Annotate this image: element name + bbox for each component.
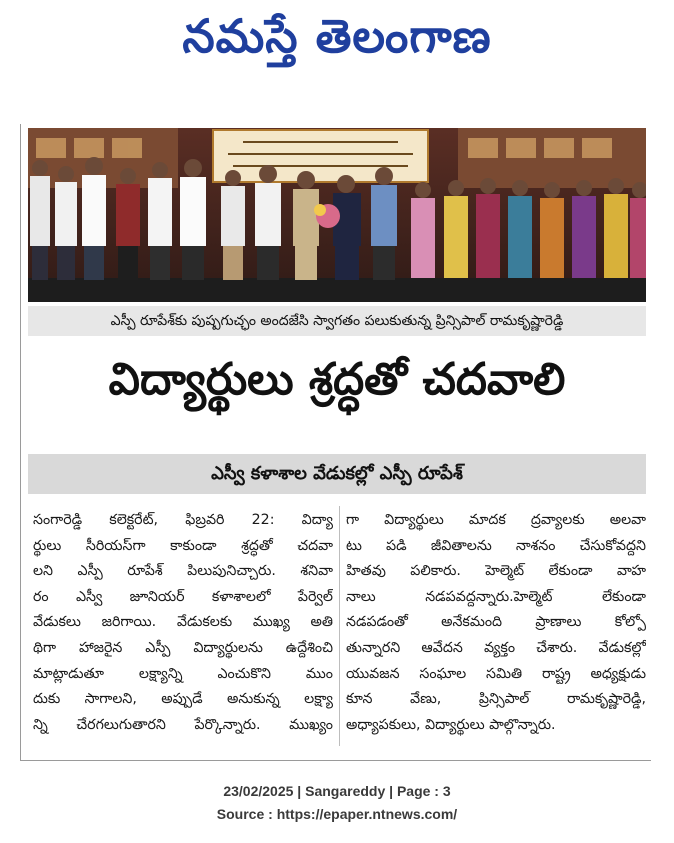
article-line: దుకు సాగాలని, అప్పుడే అనుకున్న లక్ష్యా xyxy=(33,691,333,708)
footer-source: Source : https://epaper.ntnews.com/ xyxy=(216,806,458,822)
article-line: తున్నారని ఆవేదన వ్యక్తం చేశారు. వేడుకల్లో xyxy=(346,639,646,656)
news-photo xyxy=(28,128,646,302)
article-line: గా విద్యార్థులు మాదక ద్రవ్యాలకు అలవా xyxy=(346,512,646,528)
photo-illustration xyxy=(28,128,646,302)
article-headline: విద్యార్థులు శ్రద్ధతో చదవాలి xyxy=(108,354,566,405)
article-line: వేడుకలు జరిగాయి. వేడుకలకు ముఖ్య అతి xyxy=(33,614,333,631)
article-column-right xyxy=(346,508,646,738)
article-line: కూన వేణు, ప్రిన్సిపాల్ రామకృష్ణారెడ్డి, xyxy=(346,691,646,708)
article-line: లని ఎస్పీ రూపేశ్ పిలుపునిచ్చారు. శనివా xyxy=(33,563,333,580)
article-column-left xyxy=(33,508,333,738)
photo-caption: ఎస్పీ రూపేశ్‌కు పుష్పగుచ్ఛం అందజేసి స్వాగతం పలుకుతున్న ప్రిన్సిపాల్ రామకృష్ణారెడ్డి xyxy=(28,306,646,336)
article-line: సంగారెడ్డి కలెక్టరేట్, ఫిబ్రవరి 22: విద్యా xyxy=(33,512,333,528)
article-line: థిగా హాజరైన ఎస్పీ విద్యార్థులను ఉద్దేశించి xyxy=(33,639,333,656)
masthead-logo: నమస్తే తెలంగాణ xyxy=(182,9,492,63)
article-line: ర్థులు సీరియస్‌గా కాకుండా శ్రద్ధతో చదవా xyxy=(33,537,333,554)
article-line: నాలు నడపవద్దన్నారు.హెల్మెట్ లేకుండా xyxy=(346,588,646,605)
article-line: రం ఎస్వీ జూనియర్ కళాశాలలో పేర్వెల్ xyxy=(33,588,333,605)
article-line: న్ని చేరగలుగుతారని పేర్కొన్నారు. ముఖ్యం xyxy=(33,716,333,733)
article-line: యువజన సంఘాల సమితి రాష్ట్ర అధ్యక్షుడు xyxy=(346,665,646,682)
article-line: అధ్యాపకులు, విద్యార్థులు పాల్గొన్నారు. xyxy=(346,716,556,733)
article-line: టు పడి జీవితాలను నాశనం చేసుకోవద్దని xyxy=(346,537,646,554)
article-line: నడపడంతో అనేకమంది ప్రాణాలు కోల్పో xyxy=(346,614,646,631)
article-subheadline: ఎస్వీ కళాశాల వేడుకల్లో ఎస్పీ రూపేశ్ xyxy=(28,454,646,494)
article-line: హితవు పలికారు. హెల్మెట్ లేకుండా వాహ xyxy=(346,563,646,580)
article-line: మాట్లాడుతూ లక్ష్యాన్ని ఎంచుకొని ముం xyxy=(33,665,333,682)
column-divider xyxy=(339,506,340,746)
footer-dateline: 23/02/2025 | Sangareddy | Page : 3 xyxy=(223,783,451,799)
